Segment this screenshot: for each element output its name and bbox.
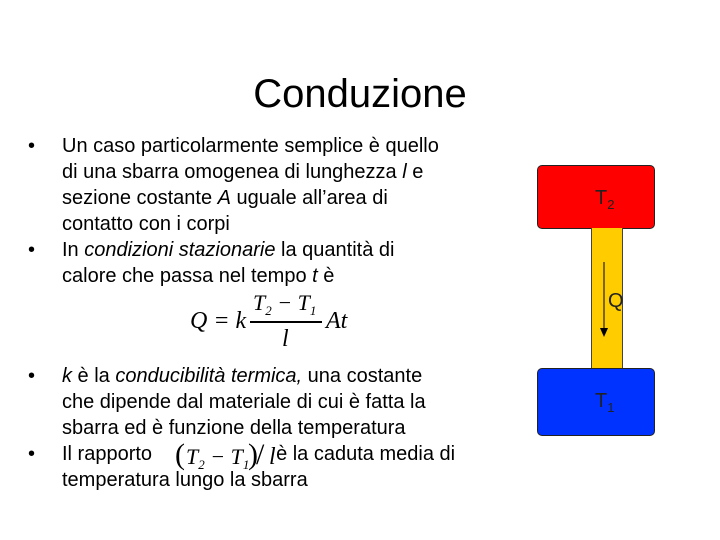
bullet-text: sbarra ed è funzione della temperatura: [62, 417, 406, 439]
bottom-bullet-list: [28, 363, 455, 493]
bullet-text: sezione costante A uguale all’area di: [62, 187, 388, 209]
hot-body-label: $T_2$: [595, 187, 615, 212]
bullet-dot-icon: •: [28, 365, 36, 387]
bullet-dot-icon: •: [28, 239, 36, 261]
heat-flow-label: Q: [608, 290, 624, 312]
bullet-text: di una sbarra omogenea di lunghezza l e: [62, 161, 424, 183]
bullet-dot-icon: •: [28, 443, 36, 465]
formula-numerator: $T_2 - T_1$: [253, 290, 317, 318]
cold-body-label: $T_1$: [595, 390, 615, 415]
bullet-text: calore che passa nel tempo t è: [62, 265, 335, 287]
bullet-text: Il rapporto è la caduta media di: [62, 443, 456, 465]
bullet-text: Un caso particolarmente semplice è quello: [62, 135, 439, 157]
fraction-line: [250, 321, 322, 323]
bullet-text: k è la conducibilità termica, una costante: [62, 365, 423, 387]
bullet-dot-icon: •: [28, 135, 36, 157]
bullet-text: contatto con i corpi: [62, 213, 230, 235]
top-bullet-list: [28, 133, 439, 289]
bullet-item: [28, 133, 439, 237]
bullet-text: che dipende dal materiale di cui è fatta la: [62, 391, 426, 413]
bullet-text: In condizioni stazionarie la quantità di: [62, 239, 395, 261]
bullet-item: [28, 237, 439, 289]
bullet-item: [28, 363, 455, 441]
bullet-text: temperatura lungo la sbarra: [62, 469, 308, 491]
slide-title: Conduzione: [253, 72, 467, 116]
